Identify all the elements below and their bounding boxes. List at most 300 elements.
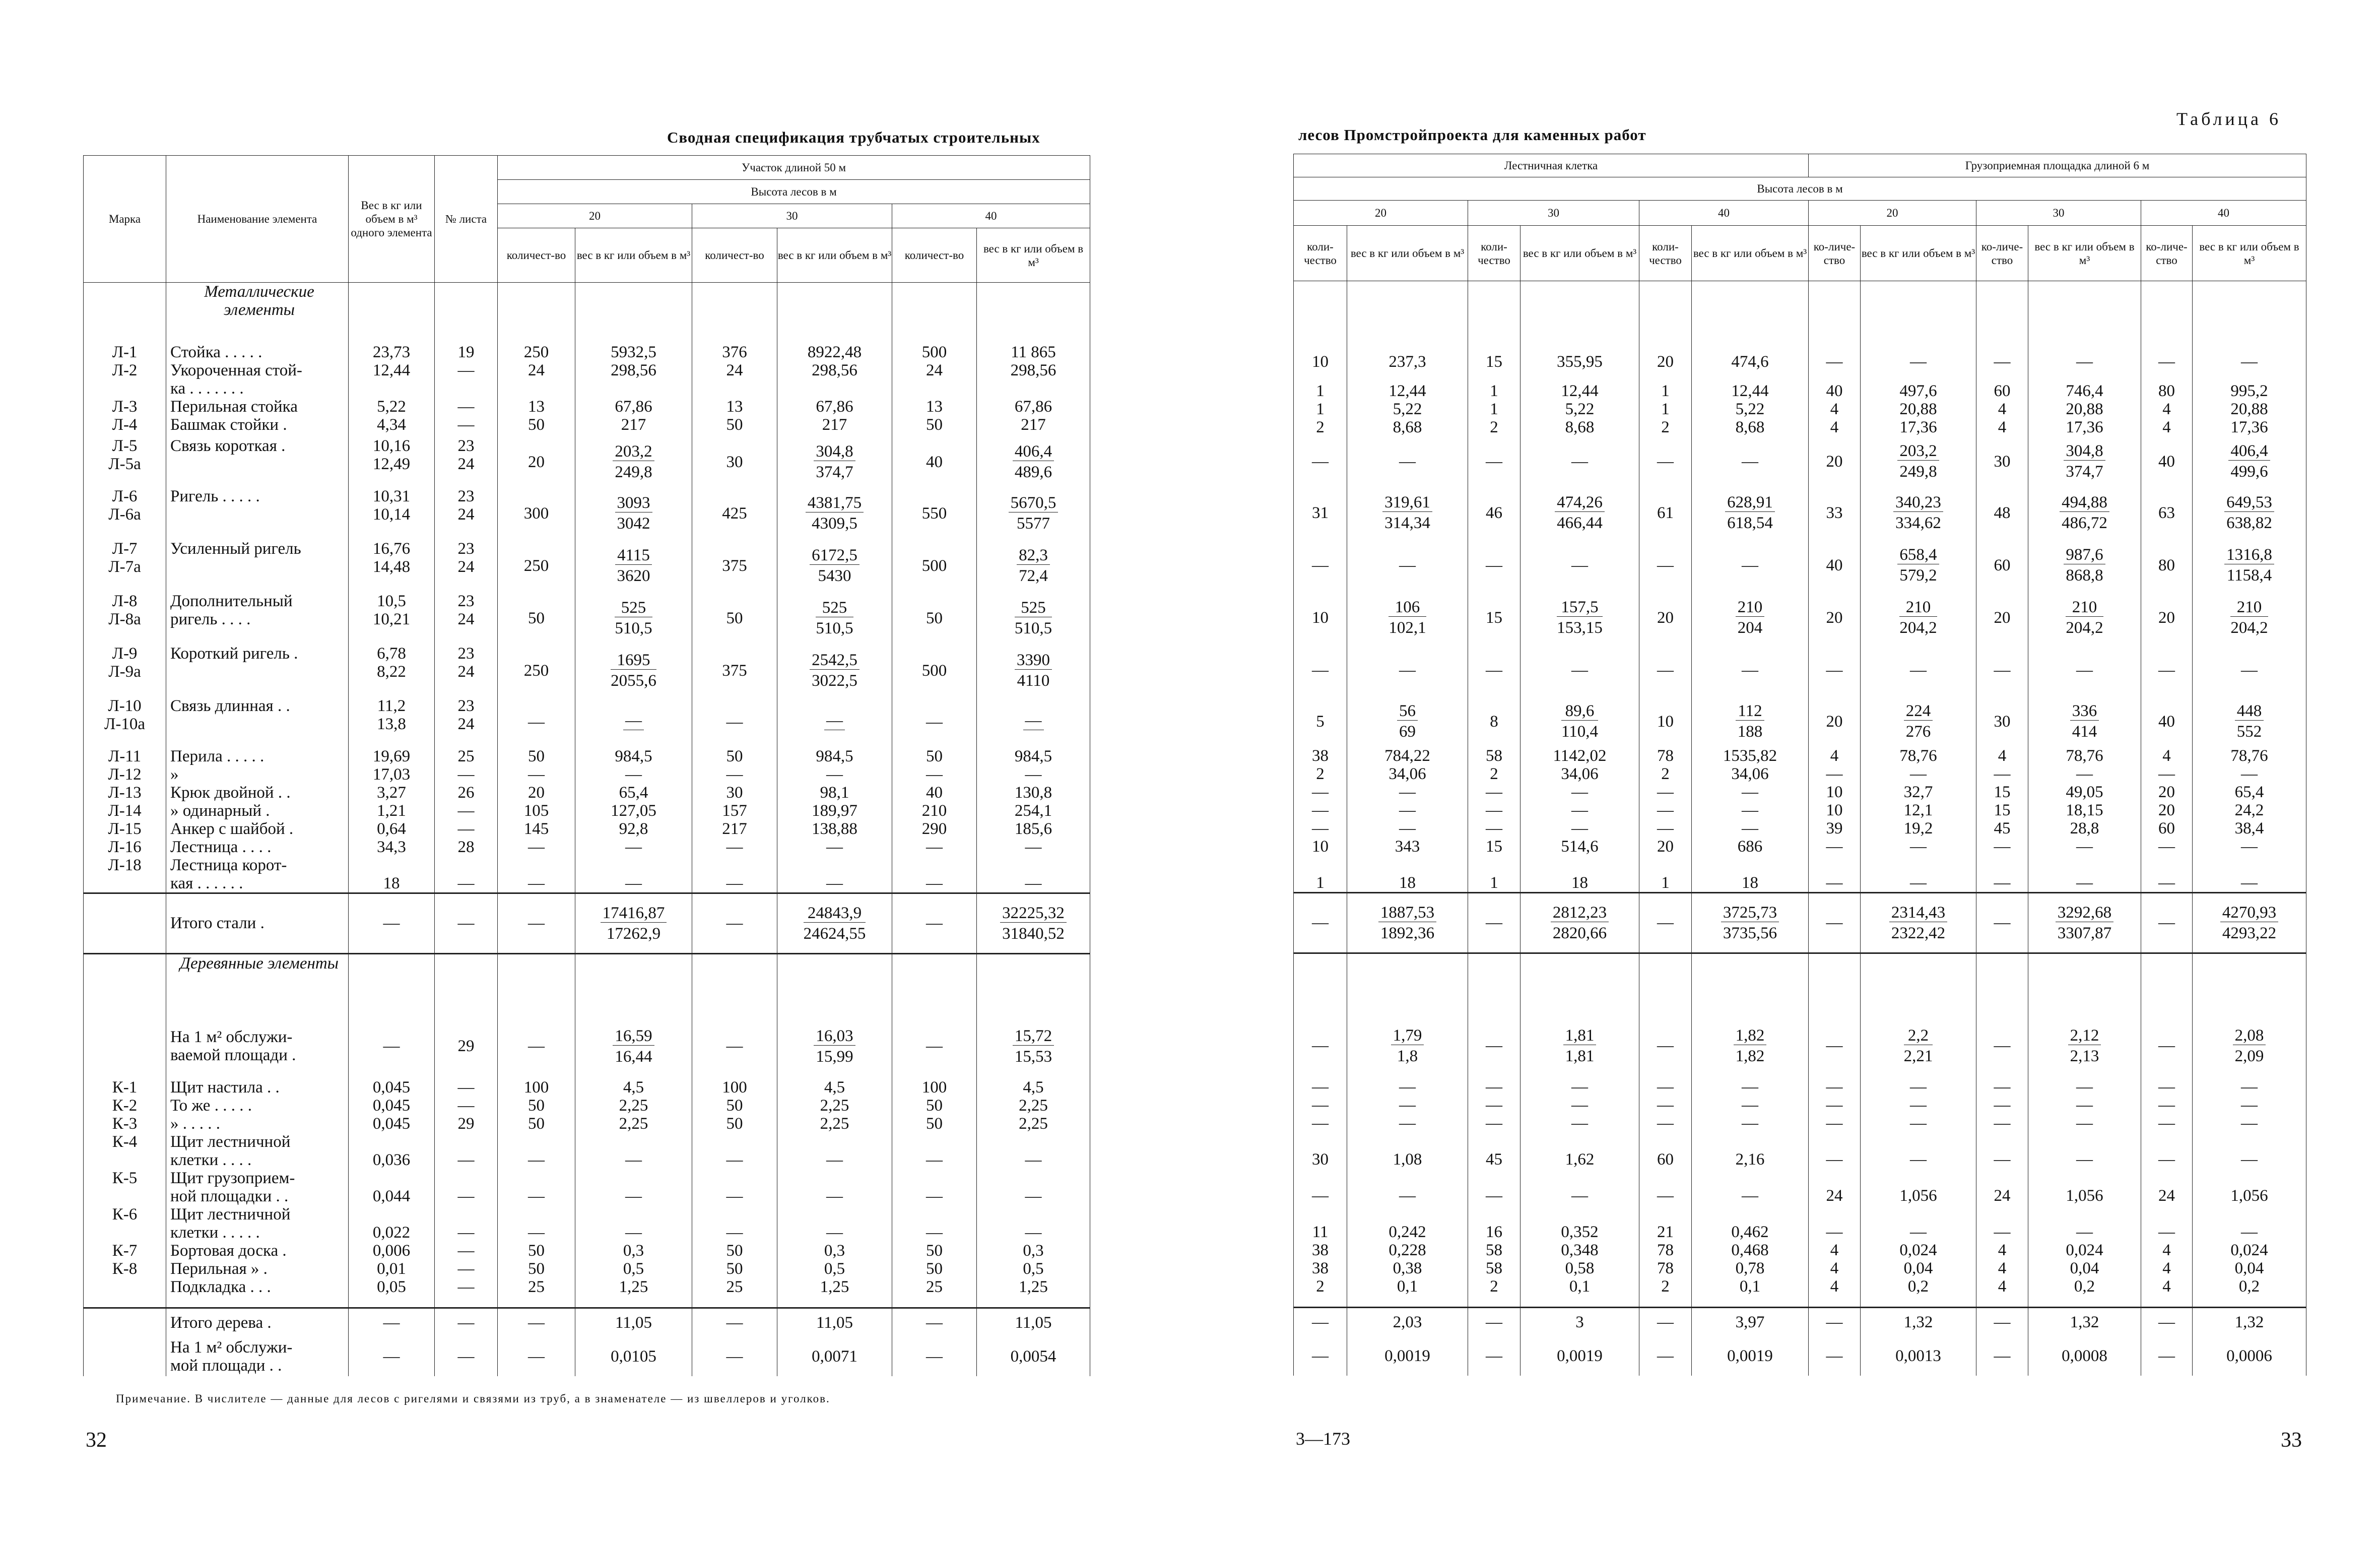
- denominator: 204,2: [1899, 619, 1937, 637]
- denominator: 15,99: [816, 1047, 853, 1066]
- mark-cell: [84, 893, 166, 953]
- qty30-cell: 376 24: [692, 343, 777, 398]
- numerator: 210: [1899, 598, 1937, 617]
- denominator: [824, 730, 845, 732]
- numerator: 106: [1389, 598, 1426, 617]
- wt-cell: [2193, 592, 2306, 644]
- wt-cell: [1861, 487, 1976, 539]
- denominator: 510,5: [1014, 619, 1052, 637]
- denominator: 334,62: [1895, 514, 1941, 532]
- spec-row: [1294, 281, 2306, 342]
- wt20-cell: [575, 437, 692, 487]
- denominator: 374,7: [2066, 463, 2103, 481]
- wt40-cell: 4,5 2,25 2,25 — — — 0,3 0,5 1,25: [977, 1078, 1090, 1308]
- qty-cell: —: [1809, 1336, 1861, 1376]
- qty-cell: —: [1639, 539, 1692, 592]
- mark-cell: К-1 К-2 К-3 К-4 К-5 К-6 К-7 К-8: [84, 1078, 166, 1308]
- denominator: 552: [2236, 723, 2262, 741]
- qty-cell: —: [1468, 644, 1520, 696]
- spec-row: [84, 953, 1115, 1014]
- gap-cell: [1090, 283, 1115, 343]
- gap-cell: [1090, 487, 1115, 540]
- denominator: 5430: [818, 567, 851, 585]
- wt40-cell: [977, 893, 1090, 953]
- weight-total-header: вес в кг или объем в м³: [1692, 226, 1809, 281]
- spec-row: [1294, 696, 2306, 747]
- wt-cell: [1861, 592, 1976, 644]
- numerator: 304,8: [814, 442, 855, 461]
- spec-row: [1294, 1336, 2306, 1376]
- wt-cell: 1,32: [2028, 1307, 2141, 1336]
- spec-row: [1294, 892, 2306, 953]
- spec-row: [1294, 1307, 2306, 1336]
- wt-cell: [1347, 281, 1468, 342]
- qty-cell: 80 4 4: [2141, 382, 2193, 436]
- wt-cell: —: [1692, 644, 1809, 696]
- wt-cell: —: [1520, 644, 1639, 696]
- wt-cell: —: [2193, 342, 2306, 382]
- wt-cell: [1520, 892, 1639, 953]
- name-cell: Итого стали .: [166, 893, 349, 953]
- col-sheet-header: № листа: [435, 156, 498, 283]
- qty40-cell: 50 — 40 210 290 — —: [892, 747, 977, 893]
- gap-cell: [1090, 1078, 1115, 1308]
- qty-cell: — — — — 24 — 4 4 4: [1976, 1078, 2028, 1307]
- wt-cell: —: [1692, 539, 1809, 592]
- mark-cell: Л-10 Л-10а: [84, 697, 166, 747]
- wt-cell: —: [1520, 539, 1639, 592]
- spec-row: [1294, 1013, 2306, 1078]
- gap-cell: [1090, 697, 1115, 747]
- wt-cell: — — — 2,16 — 0,462 0,468 0,78 0,1: [1692, 1078, 1809, 1307]
- weight-cell: 10,5 10,21: [349, 592, 435, 644]
- name-cell: Металлические элементы: [166, 283, 349, 343]
- qty-cell: 40: [1809, 539, 1861, 592]
- name-cell: Перила . . . . . » Крюк двойной . . » одинарный . Анкер с шайбой . Лестница . . . . Лестница корот- кая . . . . . .: [166, 747, 349, 893]
- denominator: 374,7: [816, 463, 853, 481]
- denominator: 31840,52: [1002, 924, 1065, 943]
- wt40-cell: 67,86 217: [977, 398, 1090, 437]
- qty-cell: 4 — 10 10 39 — —: [1809, 747, 1861, 893]
- denominator: 466,44: [1557, 514, 1603, 532]
- wt-cell: —: [1347, 436, 1468, 487]
- numerator: 210: [1736, 598, 1765, 617]
- qty-cell: —: [1639, 644, 1692, 696]
- mark-cell: [84, 1337, 166, 1376]
- wt-cell: [2028, 953, 2141, 1013]
- wt30-cell: 0,0071: [777, 1337, 892, 1376]
- qty20-cell: —: [498, 1014, 575, 1078]
- numerator: 525: [1015, 599, 1052, 617]
- qty-cell: —: [1809, 342, 1861, 382]
- height-30: 30: [692, 204, 892, 228]
- qty30-cell: —: [692, 893, 777, 953]
- wt-cell: [1347, 592, 1468, 644]
- height-0: 20: [1294, 201, 1468, 226]
- numerator: 1,82: [1734, 1026, 1767, 1045]
- denominator: 204,2: [2230, 619, 2268, 637]
- wt40-cell: [977, 487, 1090, 540]
- wt40-cell: [977, 953, 1090, 1014]
- qty30-cell: —: [692, 1308, 777, 1337]
- numerator: 304,8: [2064, 442, 2105, 461]
- wt-cell: [1520, 1013, 1639, 1078]
- mark-cell: Л-9 Л-9а: [84, 644, 166, 697]
- qty40-cell: [892, 283, 977, 343]
- qty40-cell: 100 50 50 — — — 50 50 25: [892, 1078, 977, 1308]
- name-cell: Связь короткая .: [166, 437, 349, 487]
- denominator: 414: [2072, 723, 2097, 741]
- mark-cell: Л-3 Л-4: [84, 398, 166, 437]
- denominator: 2322,42: [1891, 924, 1946, 942]
- weight-cell: 16,76 14,48: [349, 540, 435, 592]
- mark-cell: Л-1 Л-2: [84, 343, 166, 398]
- wt30-cell: [777, 437, 892, 487]
- sheet-cell: 23 24: [435, 644, 498, 697]
- numerator: 15,72: [1013, 1027, 1054, 1046]
- gap-cell: [1090, 1337, 1115, 1376]
- qty20-cell: 100 50 50 — — — 50 50 25: [498, 1078, 575, 1308]
- wt-cell: [1520, 281, 1639, 342]
- numerator: 6172,5: [810, 546, 860, 565]
- qty40-cell: [892, 953, 977, 1014]
- weight-cell: —: [349, 893, 435, 953]
- denominator: 510,5: [615, 619, 652, 637]
- wt-cell: 78,76 — 65,4 24,2 38,4 — —: [2193, 747, 2306, 893]
- qty20-cell: 13 50: [498, 398, 575, 437]
- wt-cell: [1861, 696, 1976, 747]
- name-cell: Дополнительный ригель . . . .: [166, 592, 349, 644]
- name-cell: На 1 м² обслужи- мой площади . .: [166, 1337, 349, 1376]
- denominator: 1,82: [1735, 1047, 1765, 1065]
- wt-cell: 12,44 5,22 8,68: [1520, 382, 1639, 436]
- numerator: 3725,73: [1721, 904, 1779, 922]
- wt20-cell: 67,86 217: [575, 398, 692, 437]
- qty-cell: —: [1294, 539, 1347, 592]
- height-4: 30: [1976, 201, 2141, 226]
- wt20-cell: [575, 592, 692, 644]
- weight-cell: 5,22 4,34: [349, 398, 435, 437]
- qty-cell: —: [1976, 892, 2028, 953]
- height-20: 20: [498, 204, 692, 228]
- qty-cell: 8: [1468, 696, 1520, 747]
- name-cell: Итого дерева .: [166, 1308, 349, 1337]
- qty-cell: 5: [1294, 696, 1347, 747]
- denominator: 4110: [1017, 672, 1050, 690]
- numerator: 3292,68: [2056, 904, 2113, 922]
- wt-cell: 78,76 — 49,05 18,15 28,8 — —: [2028, 747, 2141, 893]
- wt30-cell: [777, 592, 892, 644]
- weight-cell: [349, 283, 435, 343]
- wt-cell: —: [1347, 644, 1468, 696]
- numerator: 24843,9: [804, 904, 866, 923]
- wt-cell: [1347, 487, 1468, 539]
- weight-cell: 23,73 12,44: [349, 343, 435, 398]
- wt-cell: [1692, 1013, 1809, 1078]
- denominator: 249,8: [1899, 463, 1937, 481]
- wt-cell: [1520, 696, 1639, 747]
- sheet-cell: —: [435, 1308, 498, 1337]
- spec-row: [1294, 539, 2306, 592]
- qty30-cell: 30: [692, 437, 777, 487]
- wt20-cell: 4,5 2,25 2,25 — — — 0,3 0,5 1,25: [575, 1078, 692, 1308]
- qty-cell: 20: [1809, 696, 1861, 747]
- sheet-cell: —: [435, 1337, 498, 1376]
- qty30-cell: 375: [692, 540, 777, 592]
- qty-cell: 1 1 2: [1468, 382, 1520, 436]
- denominator: 618,54: [1727, 514, 1773, 532]
- wt-cell: 0,0013: [1861, 1336, 1976, 1376]
- qty-cell: — — — 60 — 21 78 78 2: [1639, 1078, 1692, 1307]
- qty-cell: —: [1468, 1336, 1520, 1376]
- qty-header: количест-во: [892, 228, 977, 283]
- sheet-cell: 23 24: [435, 437, 498, 487]
- qty30-cell: —: [692, 697, 777, 747]
- wt-cell: [2028, 696, 2141, 747]
- qty-cell: [2141, 953, 2193, 1013]
- qty-cell: —: [1809, 1307, 1861, 1336]
- weight-cell: 10,16 12,49: [349, 437, 435, 487]
- denominator: [623, 730, 644, 732]
- qty30-cell: 13 50: [692, 398, 777, 437]
- wt-cell: [2193, 539, 2306, 592]
- qty30-cell: 50: [692, 592, 777, 644]
- qty-cell: [1468, 953, 1520, 1013]
- qty-cell: 20: [1809, 592, 1861, 644]
- qty40-cell: —: [892, 1337, 977, 1376]
- weight-cell: 11,2 13,8: [349, 697, 435, 747]
- wt-cell: — — — 1,08 — 0,242 0,228 0,38 0,1: [1347, 1078, 1468, 1307]
- denominator: 3307,87: [2057, 924, 2112, 942]
- qty-cell: —: [1294, 1307, 1347, 1336]
- wt-cell: [2028, 1013, 2141, 1078]
- wt-cell: —: [1347, 539, 1468, 592]
- spec-row: [84, 644, 1115, 697]
- qty-cell: —: [1468, 1013, 1520, 1078]
- qty-cell: — — — 45 — 16 58 58 2: [1468, 1078, 1520, 1307]
- wt-cell: — — — — 1,056 — 0,024 0,04 0,2: [2028, 1078, 2141, 1307]
- qty-cell: —: [1809, 644, 1861, 696]
- height-header: Высота лесов в м: [498, 180, 1090, 204]
- denominator: 2,21: [1903, 1047, 1933, 1065]
- numerator: 4270,93: [2220, 904, 2278, 922]
- qty-cell: 10: [1639, 696, 1692, 747]
- wt-cell: 1,32: [1861, 1307, 1976, 1336]
- qty-cell: [1294, 281, 1347, 342]
- weight-cell: 10,31 10,14: [349, 487, 435, 540]
- denominator: 2820,66: [1552, 924, 1607, 942]
- mark-cell: Л-6 Л-6а: [84, 487, 166, 540]
- qty-cell: 4 — 15 15 45 — —: [1976, 747, 2028, 893]
- qty20-cell: [498, 283, 575, 343]
- wt-cell: [1347, 892, 1468, 953]
- wt30-cell: [777, 283, 892, 343]
- wt40-cell: [977, 437, 1090, 487]
- name-cell: Связь длинная . .: [166, 697, 349, 747]
- numerator: 2812,23: [1551, 904, 1609, 922]
- weight-total-header: вес в кг или объем в м³: [777, 228, 892, 283]
- wt-cell: [1520, 953, 1639, 1013]
- header-gap: [1090, 156, 1115, 283]
- weight-cell: 19,69 17,03 3,27 1,21 0,64 34,3 18: [349, 747, 435, 893]
- sheet-cell: 23 24: [435, 697, 498, 747]
- numerator: 210: [2066, 598, 2103, 617]
- wt20-cell: [575, 644, 692, 697]
- left-title: Сводная спецификация трубчатых строительных: [667, 128, 1040, 146]
- qty-cell: 4 — 20 20 60 — —: [2141, 747, 2193, 893]
- denominator: 1892,36: [1380, 924, 1435, 942]
- sheet-cell: 29: [435, 1014, 498, 1078]
- name-cell: Щит настила . . То же . . . . . » . . . . . Щит лестничной клетки . . . . Щит грузоприем- ной площадки . . Щит лестничной клетки . . . . . Бортовая доска . Перильная » . Подкладка . . .: [166, 1078, 349, 1308]
- weight-cell: —: [349, 1308, 435, 1337]
- qty-cell: —: [2141, 1307, 2193, 1336]
- qty-cell: —: [1294, 892, 1347, 953]
- sheet-cell: —: [435, 893, 498, 953]
- gap-cell: [1090, 953, 1115, 1014]
- wt-cell: [1520, 592, 1639, 644]
- gap-cell: [1090, 592, 1115, 644]
- wt-cell: [1861, 539, 1976, 592]
- wt20-cell: 984,5 — 65,4 127,05 92,8 — —: [575, 747, 692, 893]
- wt-cell: — — — 1,62 — 0,352 0,348 0,58 0,1: [1520, 1078, 1639, 1307]
- wt-cell: [1347, 1013, 1468, 1078]
- qty-cell: [1976, 281, 2028, 342]
- wt-cell: 237,3: [1347, 342, 1468, 382]
- qty40-cell: 50: [892, 592, 977, 644]
- qty-cell: 20: [1976, 592, 2028, 644]
- numerator: 628,91: [1725, 493, 1775, 512]
- wt20-cell: [575, 953, 692, 1014]
- spec-row: [1294, 1078, 2306, 1307]
- qty40-cell: 500: [892, 540, 977, 592]
- wt20-cell: 5932,5 298,56: [575, 343, 692, 398]
- qty-cell: —: [1468, 1307, 1520, 1336]
- qty-cell: —: [2141, 644, 2193, 696]
- spec-row: [84, 343, 1115, 398]
- mark-cell: Л-7 Л-7а: [84, 540, 166, 592]
- qty-cell: 30: [1976, 696, 2028, 747]
- sheet-cell: 19 —: [435, 343, 498, 398]
- wt-cell: 2,03: [1347, 1307, 1468, 1336]
- wt40-cell: [977, 540, 1090, 592]
- qty30-cell: 375: [692, 644, 777, 697]
- numerator: 16,03: [814, 1027, 855, 1046]
- numerator: —: [623, 712, 644, 730]
- stair-header: Лестничная клетка: [1294, 154, 1809, 177]
- denominator: 15,53: [1014, 1047, 1052, 1066]
- qty-cell: —: [1976, 1013, 2028, 1078]
- spec-row: [84, 398, 1115, 437]
- sheet-cell: 23 24: [435, 592, 498, 644]
- qty20-cell: —: [498, 1308, 575, 1337]
- qty-cell: 20: [2141, 592, 2193, 644]
- wt-cell: [1347, 696, 1468, 747]
- qty40-cell: 500: [892, 644, 977, 697]
- height-3: 20: [1809, 201, 1976, 226]
- footer-code: 3—173: [1296, 1429, 1350, 1449]
- wt-cell: 0,0019: [1692, 1336, 1809, 1376]
- qty-cell: 46: [1468, 487, 1520, 539]
- qty-cell: — — — — 24 — 4 4 4: [1809, 1078, 1861, 1307]
- numerator: 1,79: [1391, 1026, 1424, 1045]
- wt20-cell: [575, 283, 692, 343]
- mark-cell: Л-8 Л-8а: [84, 592, 166, 644]
- wt-cell: 355,95: [1520, 342, 1639, 382]
- qty-cell: [1809, 281, 1861, 342]
- gap-cell: [1090, 1308, 1115, 1337]
- height-40: 40: [892, 204, 1090, 228]
- wt40-cell: [977, 697, 1090, 747]
- wt-cell: [1861, 281, 1976, 342]
- qty30-cell: [692, 953, 777, 1014]
- qty-cell: —: [1294, 644, 1347, 696]
- wt-cell: [1692, 892, 1809, 953]
- wt-cell: —: [1861, 342, 1976, 382]
- wt30-cell: 4,5 2,25 2,25 — — — 0,3 0,5 1,25: [777, 1078, 892, 1308]
- denominator: [1023, 730, 1044, 732]
- weight-cell: 6,78 8,22: [349, 644, 435, 697]
- denominator: 204,2: [2066, 619, 2103, 637]
- qty-cell: 33: [1809, 487, 1861, 539]
- spec-row: [84, 1337, 1115, 1376]
- weight-cell: [349, 953, 435, 1014]
- wt-cell: 784,22 34,06 — — — 343 18: [1347, 747, 1468, 893]
- qty20-cell: 20: [498, 437, 575, 487]
- spec-row: [84, 893, 1115, 953]
- numerator: 1887,53: [1378, 904, 1436, 922]
- qty20-cell: —: [498, 893, 575, 953]
- wt-cell: 1535,82 34,06 — — — 686 18: [1692, 747, 1809, 893]
- qty-cell: —: [1976, 342, 2028, 382]
- spec-row: [84, 1078, 1115, 1308]
- numerator: 89,6: [1561, 702, 1598, 721]
- numerator: 658,4: [1897, 546, 1939, 564]
- wt30-cell: [777, 1014, 892, 1078]
- wt-cell: 3: [1520, 1307, 1639, 1336]
- qty-cell: 40: [2141, 696, 2193, 747]
- qty-header: количест-во: [692, 228, 777, 283]
- numerator: 336: [2070, 702, 2099, 721]
- weight-cell: 0,045 0,045 0,045 0,036 0,044 0,022 0,006 0,01 0,05: [349, 1078, 435, 1308]
- qty40-cell: 40: [892, 437, 977, 487]
- wt-cell: [2193, 953, 2306, 1013]
- gap-cell: [1090, 1014, 1115, 1078]
- wt-cell: —: [2028, 342, 2141, 382]
- spec-row: [1294, 747, 2306, 893]
- weight-total-header: вес в кг или объем в м³: [1347, 226, 1468, 281]
- qty40-cell: —: [892, 893, 977, 953]
- qty-cell: —: [1639, 1336, 1692, 1376]
- right-page: [1190, 0, 2380, 1547]
- qty-cell: 1 1 2: [1294, 382, 1347, 436]
- mark-cell: [84, 1308, 166, 1337]
- gap-cell: [1090, 343, 1115, 398]
- qty40-cell: 13 50: [892, 398, 977, 437]
- wt20-cell: 11,05: [575, 1308, 692, 1337]
- denominator: 510,5: [816, 619, 853, 637]
- qty-cell: 61: [1639, 487, 1692, 539]
- numerator: 82,3: [1017, 546, 1050, 565]
- spec-row: [1294, 436, 2306, 487]
- qty-cell: 60: [1976, 539, 2028, 592]
- denominator: 868,8: [2066, 566, 2103, 585]
- wt20-cell: [575, 1014, 692, 1078]
- qty-cell: 63: [2141, 487, 2193, 539]
- qty-cell: 15: [1468, 592, 1520, 644]
- wt-cell: 474,6: [1692, 342, 1809, 382]
- qty-header: коли-чество: [1468, 226, 1520, 281]
- denominator: 188: [1737, 723, 1763, 741]
